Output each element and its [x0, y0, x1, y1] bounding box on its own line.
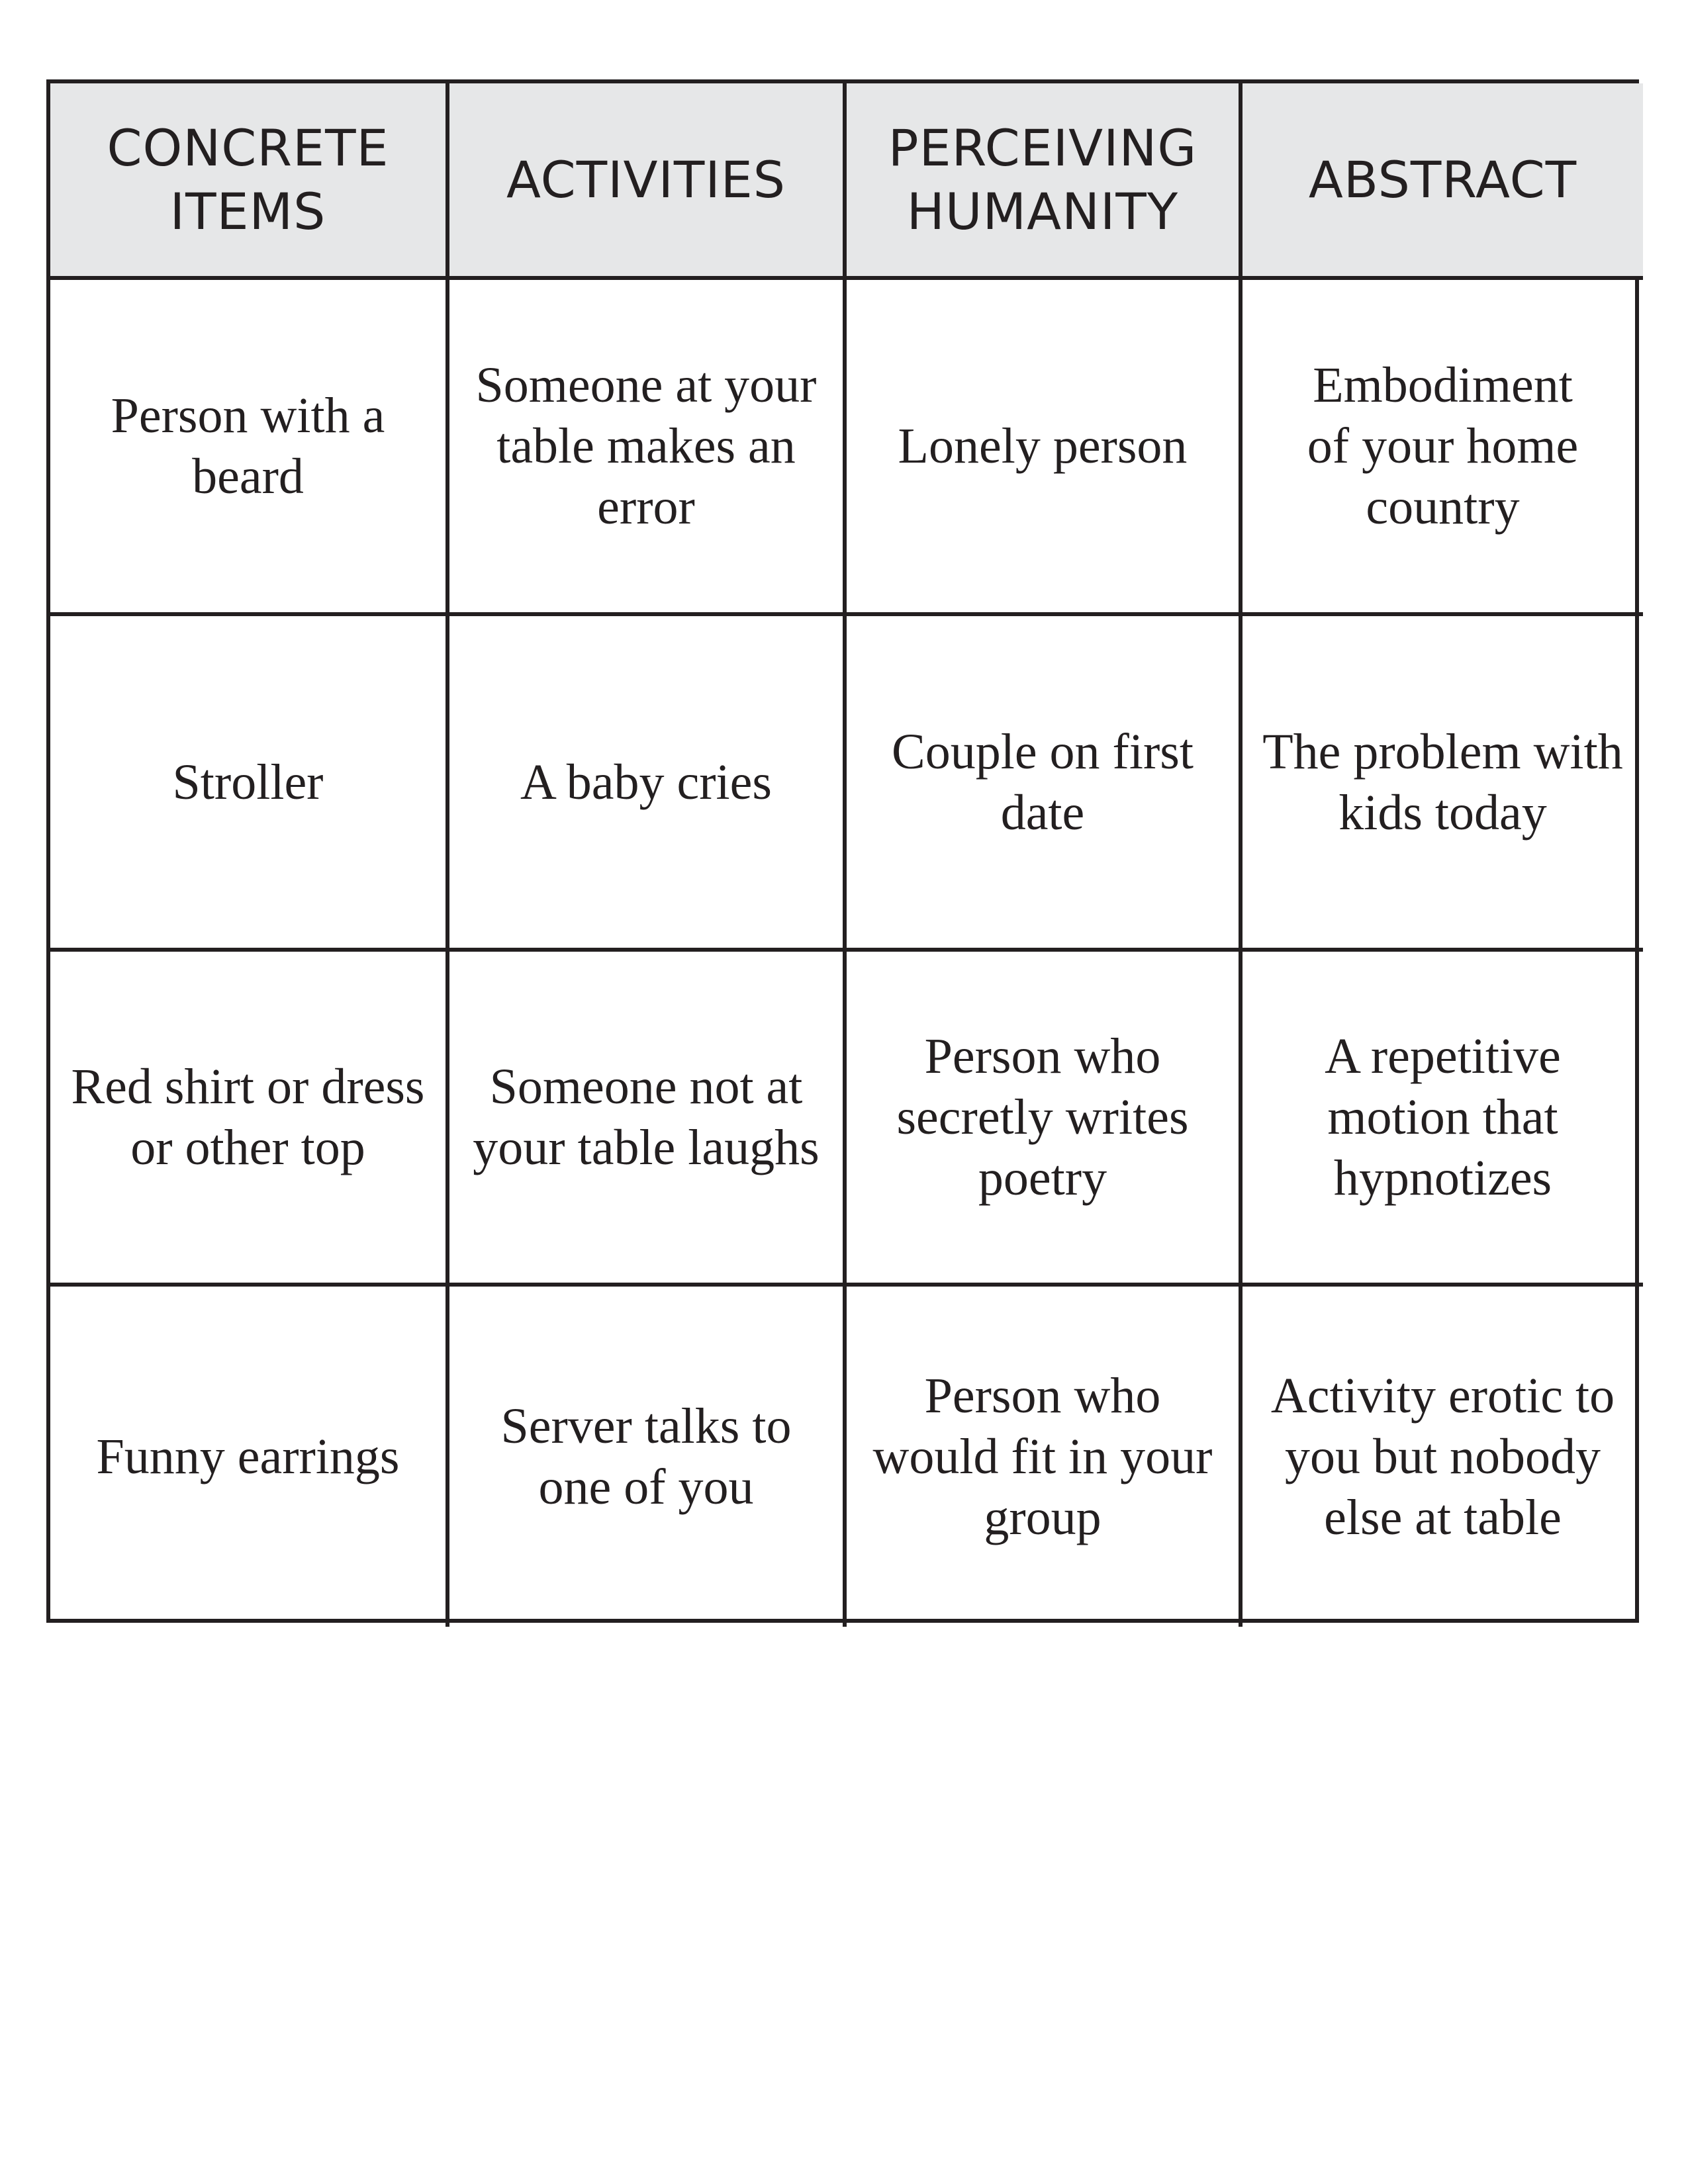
header-label: ABSTRACT: [1308, 150, 1577, 209]
cell-text: Funny earrings: [96, 1429, 400, 1484]
cell-text: A baby cries: [520, 754, 772, 810]
bingo-cell: [1243, 952, 1643, 1287]
bingo-cell: [449, 1287, 847, 1627]
cell-text: Stroller: [172, 754, 324, 810]
cell-text: Lonely person: [898, 418, 1188, 474]
bingo-cell: [847, 280, 1243, 616]
cell-text: Red shirt or dress or other top: [71, 1059, 425, 1175]
bingo-cell: [449, 952, 847, 1287]
cell-text: Someone at your table makes an error: [475, 357, 817, 535]
bingo-cell: [1243, 1287, 1643, 1627]
cell-text: Person who would fit in your group: [872, 1368, 1213, 1545]
bingo-card-grid: [46, 79, 1639, 1623]
header-label: CONCRETE ITEMS: [107, 118, 389, 241]
bingo-cell: [449, 616, 847, 952]
cell-text: The problem with kids today: [1262, 723, 1623, 841]
header-abstract: [1243, 83, 1643, 280]
cell-text: Someone not at your table laughs: [473, 1059, 820, 1175]
bingo-cell: [1243, 616, 1643, 952]
bingo-cell: [847, 1287, 1243, 1627]
cell-text: Couple on first date: [892, 723, 1194, 841]
cell-text: Activity erotic to you but nobody else at table: [1270, 1368, 1615, 1545]
header-activities: [449, 83, 847, 280]
header-perceiving-humanity: [847, 83, 1243, 280]
cell-text: Person who secretly writes poetry: [896, 1028, 1189, 1206]
cell-text: Person with a beard: [111, 388, 385, 504]
cell-text: A repetitive motion that hypnotizes: [1325, 1028, 1561, 1206]
bingo-cell: [50, 952, 449, 1287]
bingo-cell: [50, 1287, 449, 1627]
cell-text: Server talks to one of you: [500, 1398, 792, 1515]
bingo-cell: [847, 952, 1243, 1287]
bingo-cell: [50, 280, 449, 616]
cell-text: Embodiment of your home country: [1307, 357, 1579, 535]
bingo-cell: [847, 616, 1243, 952]
header-concrete-items: [50, 83, 449, 280]
bingo-cell: [449, 280, 847, 616]
header-label: ACTIVITIES: [506, 150, 786, 209]
bingo-cell: [1243, 280, 1643, 616]
bingo-cell: [50, 616, 449, 952]
header-label: PERCEIVING HUMANITY: [888, 118, 1197, 241]
